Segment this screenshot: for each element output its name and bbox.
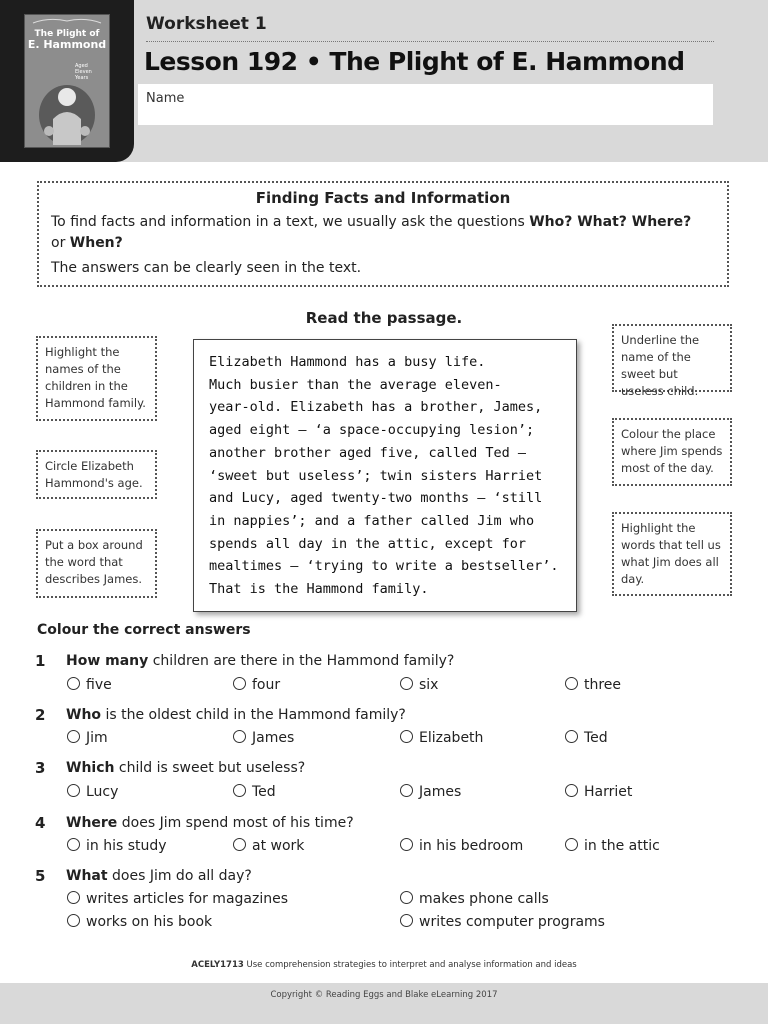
facts-line-2 [51,235,123,251]
answer-option[interactable] [67,784,118,800]
radio-circle-icon[interactable] [67,891,80,904]
question-5-text [66,868,252,884]
book-cover-figure-icon [35,75,99,147]
radio-circle-icon[interactable] [400,914,413,927]
question-1-number: 1 [35,652,46,670]
facts-box-title: Finding Facts and Information [255,189,511,207]
answer-option-label: in his bedroom [419,838,524,854]
question-2-text [66,707,406,723]
book-cover-subtitle: Aged Eleven Years [75,63,92,81]
answer-option-label: Elizabeth [419,730,484,746]
facts-line-2-or: or [51,235,70,251]
passage-line: Elizabeth Hammond has a busy life. [209,354,486,370]
side-note-colour-place: Colour the place where Jim spends most of the day. [612,418,732,486]
lesson-title: Lesson 192 • The Plight of E. Hammond [144,47,685,76]
answer-option-label: writes articles for magazines [86,891,289,907]
answer-option[interactable] [67,677,112,693]
answer-option[interactable] [400,677,438,693]
radio-circle-icon[interactable] [67,838,80,851]
curriculum-text: Use comprehension strategies to interpret and analyse information and ideas [243,960,577,970]
question-3-number: 3 [35,759,46,777]
answer-option[interactable] [67,838,167,854]
passage-line: and Lucy, aged twenty-two months — ‘still [209,490,543,507]
facts-line-2-bold: When? [69,235,123,251]
answer-option-label: writes computer programs [419,914,605,930]
answer-option[interactable] [565,784,632,800]
passage-line: in nappies’; and a father called Jim who [209,512,535,529]
question-2-keyword: Who [66,707,102,723]
answer-option-label: in his study [86,838,167,854]
question-4-text [66,815,354,831]
passage-line: another brother aged five, called Ted — [209,444,526,461]
answer-option[interactable] [233,677,280,693]
reading-passage [193,339,577,612]
answer-option-label: five [86,677,112,693]
questions-heading: Colour the correct answers [37,622,251,638]
book-ornament-icon [29,17,105,25]
name-field[interactable] [138,84,713,125]
radio-circle-icon[interactable] [233,784,246,797]
passage-line: ‘sweet but useless’; twin sisters Harriet [209,467,543,484]
answer-option[interactable] [67,891,288,907]
side-note-underline-sweet: Underline the name of the sweet but useless child. [612,324,732,392]
answer-option[interactable] [67,730,108,746]
answer-option[interactable] [233,730,294,746]
answer-option-label: works on his book [86,914,213,930]
question-1-text [66,653,454,669]
facts-line-1 [51,214,691,230]
facts-line-1-bold: Who? What? Where? [529,214,692,230]
book-cover-title [25,29,109,51]
footer-band [0,983,768,1024]
answer-option-label: six [419,677,439,693]
passage-line: mealtimes — ‘trying to write a bestseller’. [209,558,559,575]
curriculum-code-line [0,960,768,970]
answer-option[interactable] [400,838,523,854]
answer-option-label: makes phone calls [419,891,549,907]
answer-option[interactable] [400,914,605,930]
answer-option-label: Harriet [584,784,633,800]
radio-circle-icon[interactable] [565,677,578,690]
radio-circle-icon[interactable] [233,838,246,851]
question-2-number: 2 [35,706,46,724]
question-1-keyword: How many [66,653,149,669]
answer-option[interactable] [565,730,608,746]
question-3-rest: child is sweet but useless? [114,760,306,776]
copyright-text: Copyright © Reading Eggs and Blake eLearning 2017 [270,990,498,1000]
radio-circle-icon[interactable] [67,677,80,690]
book-cover-title-line1: The Plight of [34,29,100,39]
facts-line-1-text: To find facts and information in a text, we usually ask the questions [51,214,530,230]
answer-option-label: Ted [252,784,276,800]
passage-line: year-old. Elizabeth has a brother, James, [209,399,543,416]
answer-option-label: Ted [584,730,608,746]
question-4-number: 4 [35,814,46,832]
radio-circle-icon[interactable] [565,730,578,743]
radio-circle-icon[interactable] [400,784,413,797]
answer-option-label: Jim [86,730,108,746]
answer-option-label: in the attic [584,838,660,854]
book-cover-image [24,14,110,148]
side-note-highlight-children: Highlight the names of the children in the Hammond family. [36,336,157,421]
answer-option[interactable] [565,838,660,854]
question-5-rest: does Jim do all day? [107,868,252,884]
passage-line: aged eight — ‘a space-occupying lesion’; [209,422,535,439]
radio-circle-icon[interactable] [67,914,80,927]
read-passage-heading: Read the passage. [305,309,463,327]
question-1-rest: children are there in the Hammond family? [148,653,455,669]
answer-option[interactable] [67,914,212,930]
question-2-rest: is the oldest child in the Hammond family? [101,707,406,723]
question-3-text [66,760,305,776]
passage-line: That is the Hammond family. [209,581,429,598]
answer-option[interactable] [565,677,621,693]
answer-option-label: James [252,730,295,746]
header-dotted-rule [146,41,714,42]
question-3-keyword: Which [66,760,115,776]
radio-circle-icon[interactable] [400,730,413,743]
radio-circle-icon[interactable] [67,784,80,797]
radio-circle-icon[interactable] [400,677,413,690]
answer-option-label: three [584,677,622,693]
answer-option[interactable] [400,891,549,907]
question-5-keyword: What [66,868,108,884]
question-5-number: 5 [35,867,46,885]
question-4-keyword: Where [66,815,118,831]
question-4-rest: does Jim spend most of his time? [117,815,354,831]
side-note-circle-age: Circle Elizabeth Hammond's age. [36,450,157,499]
facts-info-box [37,181,729,287]
answer-option[interactable] [233,784,276,800]
answer-option-label: James [419,784,462,800]
radio-circle-icon[interactable] [565,838,578,851]
curriculum-code: ACELY1713 [191,960,244,970]
radio-circle-icon[interactable] [233,677,246,690]
worksheet-label: Worksheet 1 [146,14,267,34]
radio-circle-icon[interactable] [233,730,246,743]
answer-option[interactable] [400,784,461,800]
side-note-box-james: Put a box around the word that describes James. [36,529,157,598]
answer-option-label: at work [252,838,305,854]
passage-line: Much busier than the average eleven- [209,376,502,393]
side-note-highlight-jim: Highlight the words that tell us what Jim does all day. [612,512,732,596]
cover-tab [0,0,134,162]
answer-option-label: Lucy [86,784,119,800]
answer-option[interactable] [400,730,483,746]
book-cover-title-line2: E. Hammond [27,38,107,51]
radio-circle-icon[interactable] [565,784,578,797]
radio-circle-icon[interactable] [400,891,413,904]
radio-circle-icon[interactable] [400,838,413,851]
facts-line-3: The answers can be clearly seen in the text. [51,260,362,276]
name-label: Name [146,91,185,106]
answer-option[interactable] [233,838,304,854]
answer-option-label: four [252,677,281,693]
passage-line: spends all day in the attic, except for [209,535,526,552]
radio-circle-icon[interactable] [67,730,80,743]
